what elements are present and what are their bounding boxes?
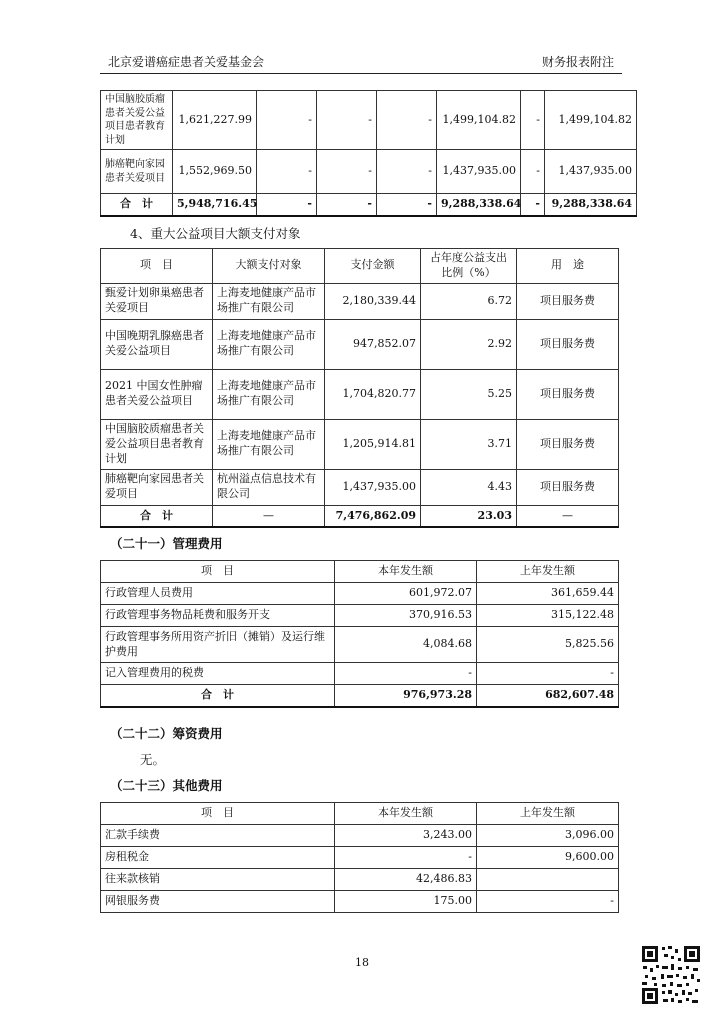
total-row	[101, 194, 637, 216]
column-header: 用 途	[517, 249, 619, 284]
current-amount: 370,916.53	[335, 605, 477, 627]
admin-expense-table	[100, 560, 619, 708]
table-row	[101, 91, 637, 150]
cell: -	[377, 194, 437, 216]
cell: -	[257, 194, 317, 216]
table-row	[101, 319, 619, 369]
current-amount: 601,972.07	[335, 583, 477, 605]
table-header-row	[101, 803, 619, 825]
current-amount: 3,243.00	[335, 825, 477, 847]
cell: 9,288,338.64	[437, 194, 521, 216]
amount: 2,180,339.44	[325, 283, 421, 319]
amount: 947,852.07	[325, 319, 421, 369]
project-name: 肺癌靶向家园患者关爱项目	[101, 150, 173, 194]
column-header: 本年发生额	[335, 561, 477, 583]
table-row	[101, 869, 619, 891]
cell: 1,437,935.00	[437, 150, 521, 194]
project-name: 甄爱计划卵巢癌患者关爱项目	[101, 283, 213, 319]
header-section-title: 财务报表附注	[541, 55, 614, 69]
use: 项目服务费	[517, 319, 619, 369]
ratio: 5.25	[421, 369, 517, 419]
major-payee-table	[100, 248, 619, 528]
item-name: 汇款手续费	[101, 825, 335, 847]
table-row	[101, 605, 619, 627]
item-name: 网银服务费	[101, 891, 335, 913]
ratio: 2.92	[421, 319, 517, 369]
payee: —	[213, 505, 325, 527]
prior-amount: 9,600.00	[477, 847, 619, 869]
project-expense-table	[100, 90, 637, 217]
table-header-row	[101, 561, 619, 583]
project-name: 2021 中国女性肿瘤患者关爱公益项目	[101, 369, 213, 419]
page-number: 18	[355, 956, 369, 969]
header-rule	[100, 73, 622, 74]
cell: -	[521, 91, 545, 150]
current-amount: -	[335, 663, 477, 685]
cell: 1,552,969.50	[173, 150, 257, 194]
cell: 1,621,227.99	[173, 91, 257, 150]
payee: 杭州溢点信息技术有限公司	[213, 469, 325, 505]
table-header-row	[101, 249, 619, 284]
table-row	[101, 825, 619, 847]
current-amount: 175.00	[335, 891, 477, 913]
section-title: 管理费用	[172, 536, 223, 551]
total-label: 合 计	[101, 685, 335, 707]
cell: -	[257, 150, 317, 194]
amount: 1,205,914.81	[325, 419, 421, 469]
item-name: 房租税金	[101, 847, 335, 869]
table-row	[101, 891, 619, 913]
table-row	[101, 583, 619, 605]
prior-amount: -	[477, 891, 619, 913]
section-heading-23	[110, 776, 223, 794]
column-header: 项 目	[101, 561, 335, 583]
cell: -	[317, 194, 377, 216]
prior-amount: 3,096.00	[477, 825, 619, 847]
cell: -	[377, 91, 437, 150]
use: 项目服务费	[517, 419, 619, 469]
project-name: 肺癌靶向家园患者关爱项目	[101, 469, 213, 505]
current-amount: 976,973.28	[335, 685, 477, 707]
table-row	[101, 469, 619, 505]
section-heading-22	[110, 724, 223, 742]
current-amount: 4,084.68	[335, 627, 477, 663]
prior-amount: -	[477, 663, 619, 685]
section-heading-21	[110, 534, 223, 552]
ratio: 6.72	[421, 283, 517, 319]
current-amount: -	[335, 847, 477, 869]
total-label: 合 计	[101, 194, 173, 216]
project-name: 中国晚期乳腺癌患者关爱公益项目	[101, 319, 213, 369]
use: 项目服务费	[517, 283, 619, 319]
prior-amount: 361,659.44	[477, 583, 619, 605]
table-row	[101, 847, 619, 869]
column-header: 上年发生额	[477, 561, 619, 583]
cell: -	[317, 150, 377, 194]
prior-amount	[477, 869, 619, 891]
cell: 1,499,104.82	[437, 91, 521, 150]
item-name: 行政管理事务所用资产折旧（摊销）及运行维护费用	[101, 627, 335, 663]
prior-amount: 682,607.48	[477, 685, 619, 707]
ratio: 23.03	[421, 505, 517, 527]
amount: 1,704,820.77	[325, 369, 421, 419]
item-name: 往来款核销	[101, 869, 335, 891]
cell: -	[521, 194, 545, 216]
amount: 1,437,935.00	[325, 469, 421, 505]
prior-amount: 5,825.56	[477, 627, 619, 663]
ratio: 4.43	[421, 469, 517, 505]
table-row	[101, 369, 619, 419]
qr-code-icon	[640, 944, 702, 1006]
payee: 上海麦地健康产品市场推广有限公司	[213, 419, 325, 469]
cell: 1,437,935.00	[545, 150, 637, 194]
table-row	[101, 663, 619, 685]
section-22-body: 无。	[140, 752, 166, 767]
column-header: 本年发生额	[335, 803, 477, 825]
prior-amount: 315,122.48	[477, 605, 619, 627]
payee: 上海麦地健康产品市场推广有限公司	[213, 369, 325, 419]
cell: -	[377, 150, 437, 194]
amount: 7,476,862.09	[325, 505, 421, 527]
column-header: 上年发生额	[477, 803, 619, 825]
current-amount: 42,486.83	[335, 869, 477, 891]
table-row	[101, 419, 619, 469]
project-name: 中国脑胶质瘤患者关爱公益项目患者教育计划	[101, 419, 213, 469]
total-row	[101, 685, 619, 707]
project-name: 中国脑胶质瘤患者关爱公益项目患者教育计划	[101, 91, 173, 150]
ratio: 3.71	[421, 419, 517, 469]
section-number: （二十二）	[110, 726, 173, 741]
table-row	[101, 283, 619, 319]
cell: 9,288,338.64	[545, 194, 637, 216]
column-header: 大额支付对象	[213, 249, 325, 284]
column-header: 占年度公益支出比例（%）	[421, 249, 517, 284]
cell: 5,948,716.45	[173, 194, 257, 216]
cell: -	[257, 91, 317, 150]
payee: 上海麦地健康产品市场推广有限公司	[213, 283, 325, 319]
column-header: 项 目	[101, 249, 213, 284]
section-title: 筹资费用	[172, 726, 223, 741]
item-name: 行政管理事务物品耗费和服务开支	[101, 605, 335, 627]
section-number: （二十一）	[110, 536, 173, 551]
section-heading-4: 4、重大公益项目大额支付对象	[130, 226, 301, 241]
use: —	[517, 505, 619, 527]
section-number: （二十三）	[110, 778, 173, 793]
total-label: 合 计	[101, 505, 213, 527]
item-name: 行政管理人员费用	[101, 583, 335, 605]
total-row	[101, 505, 619, 527]
other-expense-table	[100, 802, 619, 913]
table-row	[101, 150, 637, 194]
column-header: 项 目	[101, 803, 335, 825]
use: 项目服务费	[517, 369, 619, 419]
cell: -	[521, 150, 545, 194]
table-row	[101, 627, 619, 663]
header-org-name: 北京爱谱癌症患者关爱基金会	[108, 55, 265, 69]
column-header: 支付金额	[325, 249, 421, 284]
cell: 1,499,104.82	[545, 91, 637, 150]
item-name: 记入管理费用的税费	[101, 663, 335, 685]
cell: -	[317, 91, 377, 150]
section-title: 其他费用	[172, 778, 223, 793]
use: 项目服务费	[517, 469, 619, 505]
payee: 上海麦地健康产品市场推广有限公司	[213, 319, 325, 369]
